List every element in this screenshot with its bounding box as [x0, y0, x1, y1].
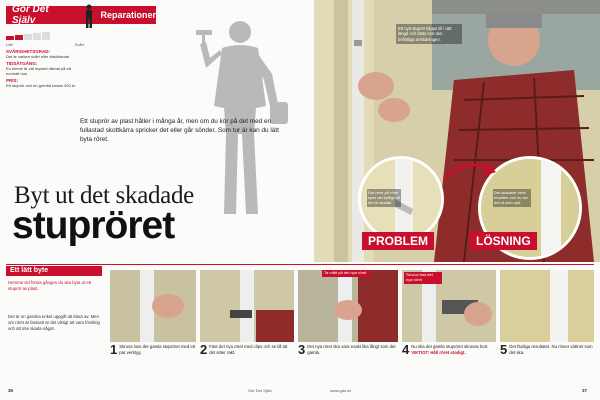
page-number-left: 36 [8, 388, 14, 393]
intro-text: Ett stuprör av plast håller i många år, men om du kör på det med en fullastad skottkärra spricker det eller går sönder. Som tur är kan du lätt byta röret. [80, 118, 279, 143]
step3-inset-label: Ta mått på det nya röret [322, 270, 370, 277]
step-text: Nu ska det gamla stupröret skruvas bort. [411, 344, 489, 349]
info-heading: SVÅRIGHETSGRAD: [6, 49, 51, 54]
step-number: 4 [402, 342, 410, 357]
info-text: En timme är väl mycket räknat på ett normalt hus. [6, 66, 71, 76]
step-3 [298, 344, 398, 355]
series-label: Gör Det Själv [12, 4, 49, 26]
problem-label: PROBLEM [362, 232, 434, 250]
info-heading: TIDSÅTGÅNG: [6, 61, 38, 66]
step-number: 2 [200, 342, 208, 357]
sidebar-lead: Hemma vid första gången du ska byta ut ett stuprör av plast. [8, 280, 92, 291]
info-heading: PRIS: [6, 78, 19, 83]
step-photo-5 [500, 270, 594, 342]
step-text: Fäst det nya röret med clips och se till att det sitter rakt. [209, 344, 288, 355]
solution-text: Det skadade röret ersattes och nu ser det ut som nytt. [493, 189, 531, 207]
headline-line2: stupröret [12, 204, 175, 247]
step-note: VIKTIGT: Håll röret stadigt. [411, 349, 466, 355]
problem-text: Det nere på röret syns det tydligt att det är skadat. [368, 190, 401, 206]
page-number-right: 37 [582, 388, 588, 393]
step-photo-3 [298, 270, 398, 342]
meter-label-easy: Lätt [6, 42, 13, 47]
sidebar-heading: Ett lätt byte [6, 266, 102, 276]
section-label: Reparationer [100, 10, 156, 20]
photo-caption: Ett nytt stuprör klipps till i rätt längd och fästs mot den befintliga anslutningen. [396, 24, 462, 44]
arrow-icon [440, 156, 500, 184]
step-5 [500, 344, 594, 355]
step-2 [200, 344, 294, 355]
man-silhouette-small-icon [82, 4, 96, 28]
info-text: Det är varken svårt eller tidsödande. [6, 54, 71, 59]
step-number: 5 [500, 342, 508, 357]
step-photo-2 [200, 270, 294, 342]
step-number: 3 [298, 342, 306, 357]
step-text: Skruva loss det gamla stupröret med ett par verktyg. [119, 344, 196, 355]
section-divider [6, 264, 594, 265]
magazine-name: Gör Det Själv [248, 388, 272, 393]
step-text: Det nya röret ska vara exakt lika långt som det gamla. [307, 344, 396, 355]
info-text: Ett stuprör och en grenbit kostar 300 kr. [6, 83, 77, 88]
section-ribbon [6, 6, 156, 24]
difficulty-meter [6, 30, 84, 40]
step-text: Det färdiga resultatet. Nu rinner vattnet som det ska. [509, 344, 593, 355]
step-1 [110, 344, 196, 355]
headline-line1: Byt ut det skadade [14, 182, 194, 209]
step-number: 1 [110, 342, 118, 357]
meter-label-hard: Svårt [74, 42, 84, 47]
step-photo-1 [110, 270, 196, 342]
sidebar-body: Det är en ganska enkel uppgift att klara av. Men om röret är fastsatt är det viktigt att vara försiktig och att inte skada något. [8, 314, 100, 331]
problem-circle [358, 156, 444, 242]
step-4 [402, 344, 496, 355]
solution-label: LÖSNING [470, 232, 537, 250]
info-box [6, 30, 84, 108]
step4-inset-label: Skruva fast det nya röret [404, 272, 442, 284]
magazine-url: www.gds.se [330, 388, 352, 393]
